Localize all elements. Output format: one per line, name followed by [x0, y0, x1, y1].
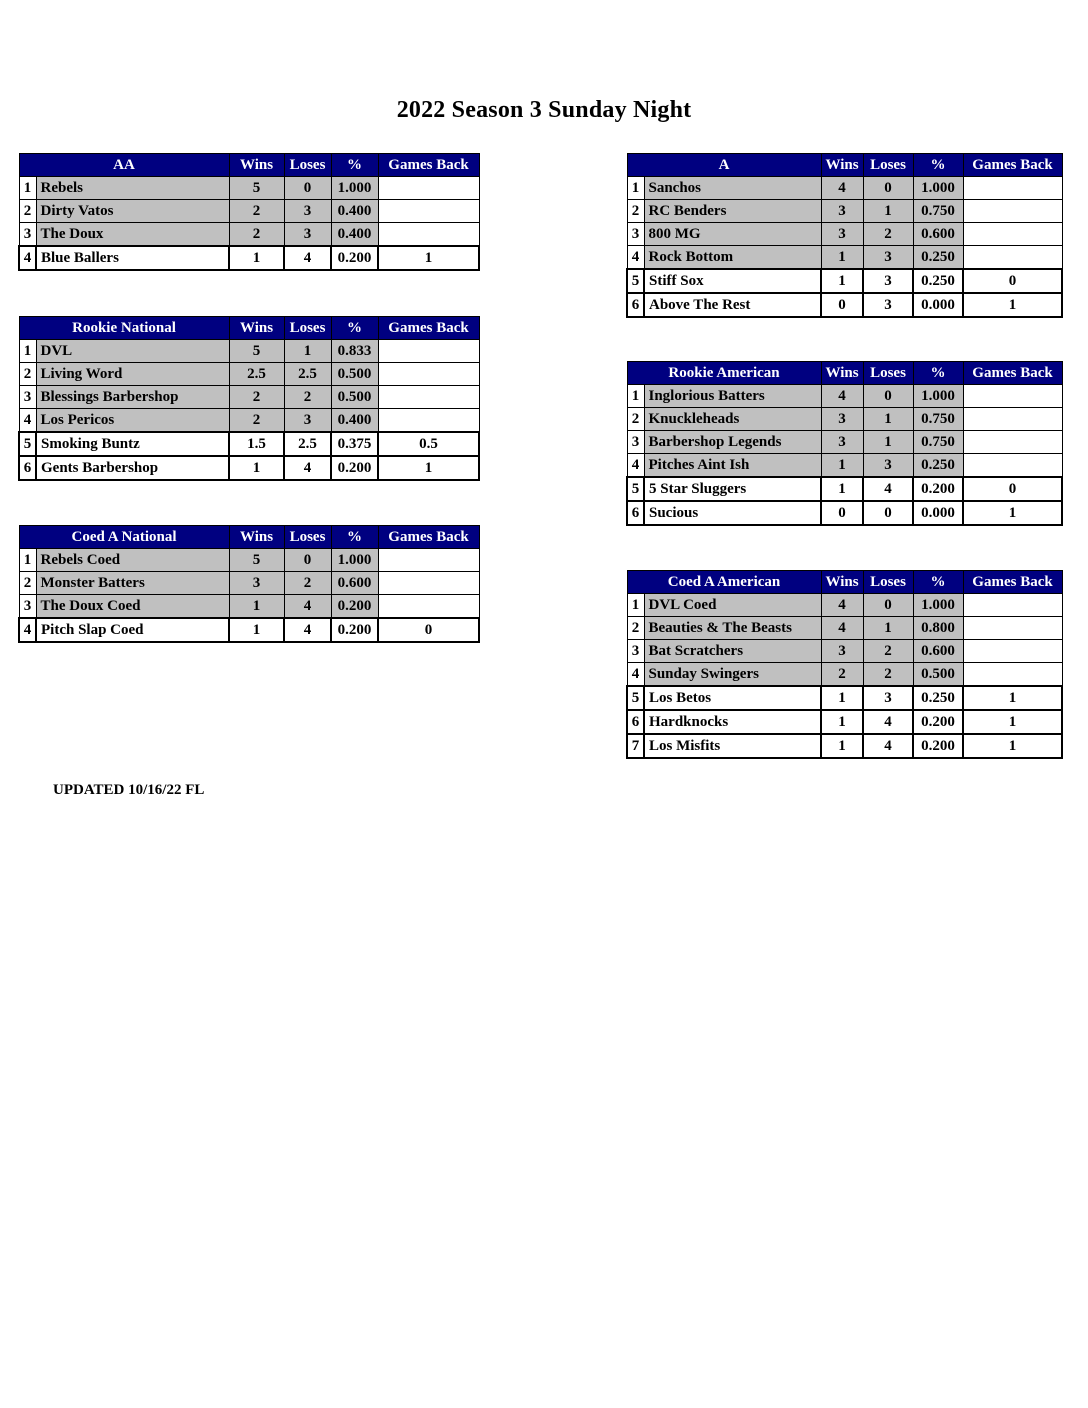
games-back-cell: 1	[963, 293, 1062, 317]
team-row	[19, 363, 479, 386]
pct-cell: 0.375	[331, 432, 378, 456]
games-back-cell	[378, 177, 479, 200]
loses-cell: 0	[863, 385, 913, 408]
loses-cell: 3	[284, 200, 331, 223]
games-back-cell: 0	[963, 269, 1062, 293]
rank-cell: 6	[19, 456, 36, 480]
division-header: AA	[19, 154, 229, 177]
wins-cell: 3	[229, 572, 284, 595]
loses-cell: 3	[863, 293, 913, 317]
team-name-cell: Blue Ballers	[36, 246, 229, 270]
wins-cell: 1	[821, 477, 863, 501]
games-back-header: Games Back	[378, 526, 479, 549]
team-name-cell: Living Word	[36, 363, 229, 386]
rank-cell: 1	[19, 177, 36, 200]
wins-cell: 1	[821, 734, 863, 758]
wins-cell: 2	[229, 386, 284, 409]
games-back-cell: 1	[963, 710, 1062, 734]
games-back-cell	[963, 223, 1062, 246]
team-row	[627, 501, 1062, 525]
team-name-cell: Los Pericos	[36, 409, 229, 433]
loses-cell: 3	[863, 454, 913, 478]
division-header: A	[627, 154, 821, 177]
team-row	[627, 385, 1062, 408]
team-name-cell: Smoking Buntz	[36, 432, 229, 456]
loses-cell: 3	[863, 686, 913, 710]
loses-cell: 1	[863, 617, 913, 640]
rank-cell: 2	[19, 363, 36, 386]
rank-cell: 4	[19, 246, 36, 270]
games-back-cell: 1	[963, 501, 1062, 525]
header-row	[627, 362, 1062, 385]
pct-cell: 0.500	[331, 386, 378, 409]
wins-cell: 1	[821, 710, 863, 734]
team-name-cell: DVL Coed	[644, 594, 821, 617]
division-header: Rookie National	[19, 317, 229, 340]
pct-cell: 1.000	[331, 549, 378, 572]
games-back-cell	[963, 431, 1062, 454]
pct-cell: 0.750	[913, 431, 963, 454]
games-back-cell: 0.5	[378, 432, 479, 456]
team-name-cell: Stiff Sox	[644, 269, 821, 293]
team-row	[19, 572, 479, 595]
loses-cell: 1	[863, 431, 913, 454]
team-name-cell: Barbershop Legends	[644, 431, 821, 454]
wins-cell: 2	[229, 200, 284, 223]
loses-cell: 0	[284, 549, 331, 572]
games-back-cell	[963, 454, 1062, 478]
wins-cell: 2	[229, 223, 284, 247]
team-row	[19, 456, 479, 480]
games-back-cell	[378, 223, 479, 247]
pct-cell: 0.200	[913, 734, 963, 758]
rank-cell: 3	[627, 223, 644, 246]
team-name-cell: RC Benders	[644, 200, 821, 223]
pct-cell: 0.500	[913, 663, 963, 687]
wins-cell: 0	[821, 501, 863, 525]
team-name-cell: Sanchos	[644, 177, 821, 200]
team-name-cell: Gents Barbershop	[36, 456, 229, 480]
division-header: Coed A National	[19, 526, 229, 549]
loses-cell: 4	[863, 710, 913, 734]
team-name-cell: Knuckleheads	[644, 408, 821, 431]
wins-header: Wins	[229, 317, 284, 340]
team-name-cell: Above The Rest	[644, 293, 821, 317]
loses-header: Loses	[863, 154, 913, 177]
wins-cell: 1	[821, 246, 863, 270]
rank-cell: 2	[19, 200, 36, 223]
standings-grid	[626, 153, 1063, 318]
team-row	[627, 640, 1062, 663]
wins-cell: 1	[821, 686, 863, 710]
rank-cell: 4	[627, 454, 644, 478]
rank-cell: 5	[19, 432, 36, 456]
header-row	[627, 571, 1062, 594]
wins-cell: 5	[229, 177, 284, 200]
team-name-cell: Sunday Swingers	[644, 663, 821, 687]
pct-cell: 0.250	[913, 686, 963, 710]
team-name-cell: Rock Bottom	[644, 246, 821, 270]
rank-cell: 6	[627, 501, 644, 525]
team-name-cell: The Doux	[36, 223, 229, 247]
team-name-cell: Rebels	[36, 177, 229, 200]
games-back-cell: 1	[963, 734, 1062, 758]
games-back-cell	[378, 572, 479, 595]
loses-cell: 4	[284, 595, 331, 619]
rank-cell: 6	[627, 710, 644, 734]
team-name-cell: Beauties & The Beasts	[644, 617, 821, 640]
rank-cell: 3	[19, 595, 36, 619]
rank-cell: 2	[19, 572, 36, 595]
games-back-cell	[963, 594, 1062, 617]
team-row	[627, 686, 1062, 710]
loses-cell: 0	[863, 177, 913, 200]
loses-cell: 3	[863, 269, 913, 293]
division-header: Rookie American	[627, 362, 821, 385]
team-row	[627, 617, 1062, 640]
games-back-cell	[378, 409, 479, 433]
rank-cell: 5	[627, 686, 644, 710]
games-back-cell	[963, 200, 1062, 223]
team-row	[627, 477, 1062, 501]
pct-cell: 0.600	[913, 223, 963, 246]
standings-table-rookie-american	[626, 361, 1061, 526]
rank-cell: 6	[627, 293, 644, 317]
rank-cell: 3	[627, 431, 644, 454]
rank-cell: 4	[627, 246, 644, 270]
team-name-cell: Hardknocks	[644, 710, 821, 734]
rank-cell: 3	[627, 640, 644, 663]
standings-table-aa	[18, 153, 478, 271]
games-back-cell	[378, 386, 479, 409]
pct-header: %	[331, 526, 378, 549]
header-row	[19, 154, 479, 177]
standings-table-coed-a-american	[626, 570, 1061, 759]
wins-cell: 4	[821, 177, 863, 200]
games-back-cell	[378, 363, 479, 386]
games-back-cell	[963, 617, 1062, 640]
team-row	[627, 177, 1062, 200]
loses-cell: 2	[863, 640, 913, 663]
rank-cell: 3	[19, 223, 36, 247]
team-row	[627, 431, 1062, 454]
team-row	[19, 223, 479, 247]
team-row	[19, 595, 479, 619]
games-back-cell: 0	[378, 618, 479, 642]
team-name-cell: Rebels Coed	[36, 549, 229, 572]
rank-cell: 4	[19, 618, 36, 642]
header-row	[19, 317, 479, 340]
team-name-cell: Los Betos	[644, 686, 821, 710]
loses-cell: 4	[284, 618, 331, 642]
rank-cell: 7	[627, 734, 644, 758]
loses-cell: 4	[863, 477, 913, 501]
standings-grid	[626, 570, 1063, 759]
loses-header: Loses	[284, 154, 331, 177]
team-name-cell: 5 Star Sluggers	[644, 477, 821, 501]
team-row	[19, 432, 479, 456]
team-name-cell: The Doux Coed	[36, 595, 229, 619]
team-row	[19, 200, 479, 223]
loses-cell: 4	[284, 456, 331, 480]
team-row	[627, 734, 1062, 758]
games-back-cell	[963, 385, 1062, 408]
loses-cell: 2.5	[284, 363, 331, 386]
pct-cell: 0.400	[331, 223, 378, 247]
wins-cell: 0	[821, 293, 863, 317]
loses-header: Loses	[284, 317, 331, 340]
team-name-cell: Monster Batters	[36, 572, 229, 595]
team-name-cell: Los Misfits	[644, 734, 821, 758]
loses-cell: 2	[863, 663, 913, 687]
loses-cell: 1	[863, 408, 913, 431]
pct-cell: 0.250	[913, 246, 963, 270]
games-back-cell: 1	[963, 686, 1062, 710]
games-back-header: Games Back	[963, 571, 1062, 594]
team-row	[19, 177, 479, 200]
wins-cell: 1	[229, 246, 284, 270]
wins-cell: 5	[229, 340, 284, 363]
wins-cell: 3	[821, 223, 863, 246]
team-name-cell: Pitches Aint Ish	[644, 454, 821, 478]
wins-cell: 3	[821, 200, 863, 223]
team-row	[19, 549, 479, 572]
pct-cell: 0.600	[913, 640, 963, 663]
page-title: 2022 Season 3 Sunday Night	[396, 97, 692, 123]
loses-cell: 0	[863, 501, 913, 525]
update-note: UPDATED 10/16/22 FL	[53, 782, 205, 798]
loses-cell: 1	[863, 200, 913, 223]
team-row	[627, 223, 1062, 246]
pct-cell: 0.000	[913, 501, 963, 525]
games-back-header: Games Back	[963, 362, 1062, 385]
games-back-cell	[963, 246, 1062, 270]
wins-cell: 3	[821, 408, 863, 431]
loses-header: Loses	[863, 571, 913, 594]
wins-cell: 1	[229, 595, 284, 619]
pct-header: %	[913, 362, 963, 385]
games-back-cell: 1	[378, 246, 479, 270]
loses-header: Loses	[284, 526, 331, 549]
loses-header: Loses	[863, 362, 913, 385]
wins-cell: 4	[821, 594, 863, 617]
team-row	[627, 269, 1062, 293]
team-name-cell: Dirty Vatos	[36, 200, 229, 223]
rank-cell: 1	[627, 594, 644, 617]
games-back-cell	[378, 595, 479, 619]
pct-cell: 0.250	[913, 454, 963, 478]
pct-header: %	[913, 154, 963, 177]
team-name-cell: Blessings Barbershop	[36, 386, 229, 409]
rank-cell: 1	[19, 549, 36, 572]
team-name-cell: Sucious	[644, 501, 821, 525]
rank-cell: 1	[627, 385, 644, 408]
wins-header: Wins	[229, 526, 284, 549]
loses-cell: 4	[284, 246, 331, 270]
standings-grid	[18, 316, 480, 481]
pct-cell: 0.200	[913, 710, 963, 734]
pct-cell: 0.200	[331, 456, 378, 480]
standings-table-rookie-national	[18, 316, 478, 481]
games-back-cell	[378, 340, 479, 363]
loses-cell: 3	[284, 409, 331, 433]
wins-cell: 4	[821, 385, 863, 408]
pct-cell: 0.200	[331, 618, 378, 642]
team-row	[19, 409, 479, 433]
pct-cell: 1.000	[331, 177, 378, 200]
wins-cell: 1	[229, 618, 284, 642]
team-row	[627, 246, 1062, 270]
rank-cell: 3	[19, 386, 36, 409]
header-row	[19, 526, 479, 549]
rank-cell: 5	[627, 269, 644, 293]
standings-grid	[18, 153, 480, 271]
team-row	[19, 618, 479, 642]
loses-cell: 0	[863, 594, 913, 617]
team-row	[19, 386, 479, 409]
wins-cell: 5	[229, 549, 284, 572]
pct-cell: 0.000	[913, 293, 963, 317]
team-name-cell: Bat Scratchers	[644, 640, 821, 663]
loses-cell: 3	[863, 246, 913, 270]
team-row	[627, 663, 1062, 687]
loses-cell: 3	[284, 223, 331, 247]
games-back-cell	[378, 549, 479, 572]
pct-cell: 0.800	[913, 617, 963, 640]
pct-cell: 0.200	[331, 246, 378, 270]
wins-cell: 2	[229, 409, 284, 433]
rank-cell: 2	[627, 617, 644, 640]
wins-cell: 1	[229, 456, 284, 480]
wins-header: Wins	[821, 571, 863, 594]
pct-cell: 0.200	[331, 595, 378, 619]
standings-grid	[18, 525, 480, 643]
rank-cell: 1	[627, 177, 644, 200]
team-row	[627, 594, 1062, 617]
pct-cell: 1.000	[913, 385, 963, 408]
games-back-header: Games Back	[378, 154, 479, 177]
standings-grid	[626, 361, 1063, 526]
wins-cell: 1.5	[229, 432, 284, 456]
games-back-cell	[963, 408, 1062, 431]
pct-cell: 0.400	[331, 409, 378, 433]
loses-cell: 1	[284, 340, 331, 363]
games-back-cell	[378, 200, 479, 223]
games-back-header: Games Back	[378, 317, 479, 340]
games-back-cell: 1	[378, 456, 479, 480]
pct-cell: 0.750	[913, 408, 963, 431]
pct-cell: 0.600	[331, 572, 378, 595]
wins-header: Wins	[229, 154, 284, 177]
team-row	[627, 293, 1062, 317]
team-name-cell: DVL	[36, 340, 229, 363]
wins-header: Wins	[821, 154, 863, 177]
loses-cell: 4	[863, 734, 913, 758]
standings-table-coed-a-national	[18, 525, 478, 643]
pct-header: %	[331, 154, 378, 177]
wins-header: Wins	[821, 362, 863, 385]
wins-cell: 4	[821, 617, 863, 640]
games-back-cell	[963, 177, 1062, 200]
wins-cell: 2.5	[229, 363, 284, 386]
pct-cell: 1.000	[913, 594, 963, 617]
team-row	[627, 408, 1062, 431]
rank-cell: 5	[627, 477, 644, 501]
loses-cell: 2	[863, 223, 913, 246]
games-back-cell: 0	[963, 477, 1062, 501]
team-row	[19, 246, 479, 270]
pct-cell: 0.400	[331, 200, 378, 223]
wins-cell: 2	[821, 663, 863, 687]
pct-cell: 0.750	[913, 200, 963, 223]
rank-cell: 4	[627, 663, 644, 687]
team-row	[19, 340, 479, 363]
loses-cell: 2	[284, 386, 331, 409]
loses-cell: 2	[284, 572, 331, 595]
team-row	[627, 710, 1062, 734]
rank-cell: 2	[627, 200, 644, 223]
rank-cell: 1	[19, 340, 36, 363]
team-row	[627, 454, 1062, 478]
wins-cell: 1	[821, 454, 863, 478]
games-back-cell	[963, 663, 1062, 687]
division-header: Coed A American	[627, 571, 821, 594]
wins-cell: 3	[821, 431, 863, 454]
pct-header: %	[913, 571, 963, 594]
header-row	[627, 154, 1062, 177]
wins-cell: 3	[821, 640, 863, 663]
rank-cell: 2	[627, 408, 644, 431]
loses-cell: 2.5	[284, 432, 331, 456]
games-back-header: Games Back	[963, 154, 1062, 177]
team-row	[627, 200, 1062, 223]
rank-cell: 4	[19, 409, 36, 433]
pct-cell: 1.000	[913, 177, 963, 200]
standings-table-a	[626, 153, 1061, 318]
team-name-cell: 800 MG	[644, 223, 821, 246]
pct-cell: 0.250	[913, 269, 963, 293]
games-back-cell	[963, 640, 1062, 663]
wins-cell: 1	[821, 269, 863, 293]
pct-cell: 0.833	[331, 340, 378, 363]
pct-cell: 0.500	[331, 363, 378, 386]
pct-cell: 0.200	[913, 477, 963, 501]
team-name-cell: Inglorious Batters	[644, 385, 821, 408]
loses-cell: 0	[284, 177, 331, 200]
pct-header: %	[331, 317, 378, 340]
team-name-cell: Pitch Slap Coed	[36, 618, 229, 642]
